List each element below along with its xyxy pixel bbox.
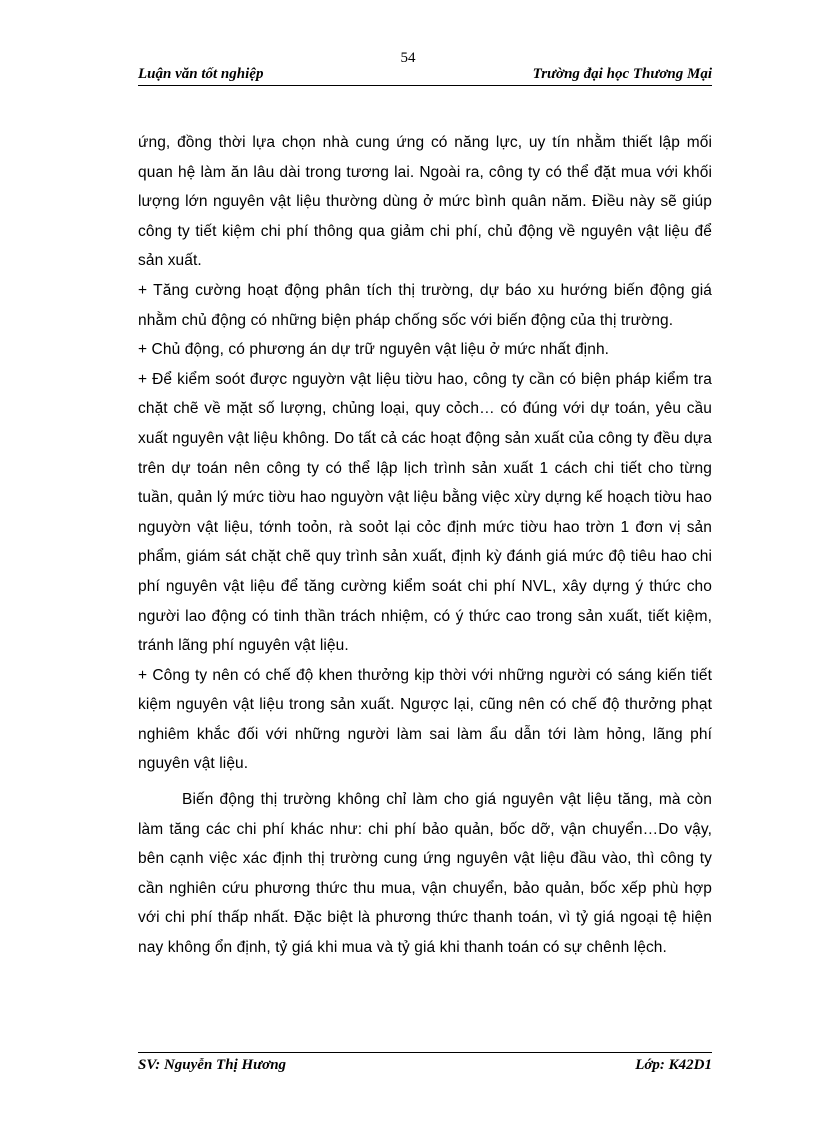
page-footer (138, 1052, 712, 1074)
header-university-label: Trường đại học Thương Mại (532, 66, 712, 82)
paragraph-4: + Để kiểm soót được nguyờn vật liệu tiờu hao, công ty cần có biện pháp kiểm tra chặt chẽ về mặt số lượng, chủng loại, quy cỏch… có đúng với dự toán, yêu cầu xuất nguyên vật liệu không. Do tất cả các hoạt động sản xuất của công ty đều dựa trên dự toán nên công ty có thể lập lịch trình sản xuất 1 cách chi tiết cho từng tuần, quản lý mức tiờu hao nguyờn vật liệu bằng việc xừy dựng kế hoạch tiờu hao nguyờn vật liệu, tớnh toỏn, rà soỏt lại cỏc định mức tiờu hao trờn 1 đơn vị sản phẩm, giám sát chặt chẽ quy trình sản xuất, định kỳ đánh giá mức độ tiêu hao chi phí nguyên vật liệu để tăng cường kiểm soát chi phí NVL, xây dựng ý thức cho người lao động có tinh thần trách nhiệm, có ý thức cao trong sản xuất, tiết kiệm, tránh lãng phí nguyên vật liệu. (138, 370, 712, 655)
header-thesis-label: Luận văn tốt nghiệp (138, 66, 264, 82)
paragraph-3: + Chủ động, có phương án dự trữ nguyên vật liệu ở mức nhất định. (138, 341, 610, 359)
page-header (138, 66, 712, 86)
paragraph-2: + Tăng cường hoạt động phân tích thị trường, dự báo xu hướng biến động giá nhằm chủ động có những biện pháp chống sốc với biến động của thị trường. (138, 281, 712, 329)
paragraph-5: + Công ty nên có chế độ khen thưởng kịp thời với những người có sáng kiến tiết kiệm nguyên vật liệu trong sản xuất. Ngược lại, cũng nên có chế độ thưởng phạt nghiêm khắc đối với những người làm sai làm ẩu dẫn tới làm hỏng, lãng phí nguyên vật liệu. (138, 666, 712, 773)
footer-student-name: SV: Nguyễn Thị Hương (138, 1057, 287, 1073)
paragraph-6: Biến động thị trường không chỉ làm cho giá nguyên vật liệu tăng, mà còn làm tăng các chi phí khác như: chi phí bảo quản, bốc dỡ, vận chuyển…Do vậy, bên cạnh việc xác định thị trường cung ứng nguyên vật liệu đầu vào, thì công ty cần nghiên cứu phương thức thu mua, vận chuyển, bảo quản, bốc xếp phù hợp với chi phí thấp nhất. Đặc biệt là phương thức thanh toán, vì tỷ giá ngoại tệ hiện nay không ổn định, tỷ giá khi mua và tỷ giá khi thanh toán có sự chênh lệch. (138, 791, 712, 957)
paragraph-1: ứng, đồng thời lựa chọn nhà cung ứng có năng lực, uy tín nhằm thiết lập mối quan hệ làm ăn lâu dài trong tương lai. Ngoài ra, công ty có thể đặt mua với khối lượng lớn nguyên vật liệu thường dùng ở mức bình quân năm. Điều này sẽ giúp công ty tiết kiệm chi phí thông qua giảm chi phí, chủ động về nguyên vật liệu để sản xuất. (138, 134, 712, 270)
document-body (138, 128, 712, 963)
footer-class-code: Lớp: K42D1 (635, 1057, 712, 1073)
page-number: 54 (400, 50, 416, 66)
